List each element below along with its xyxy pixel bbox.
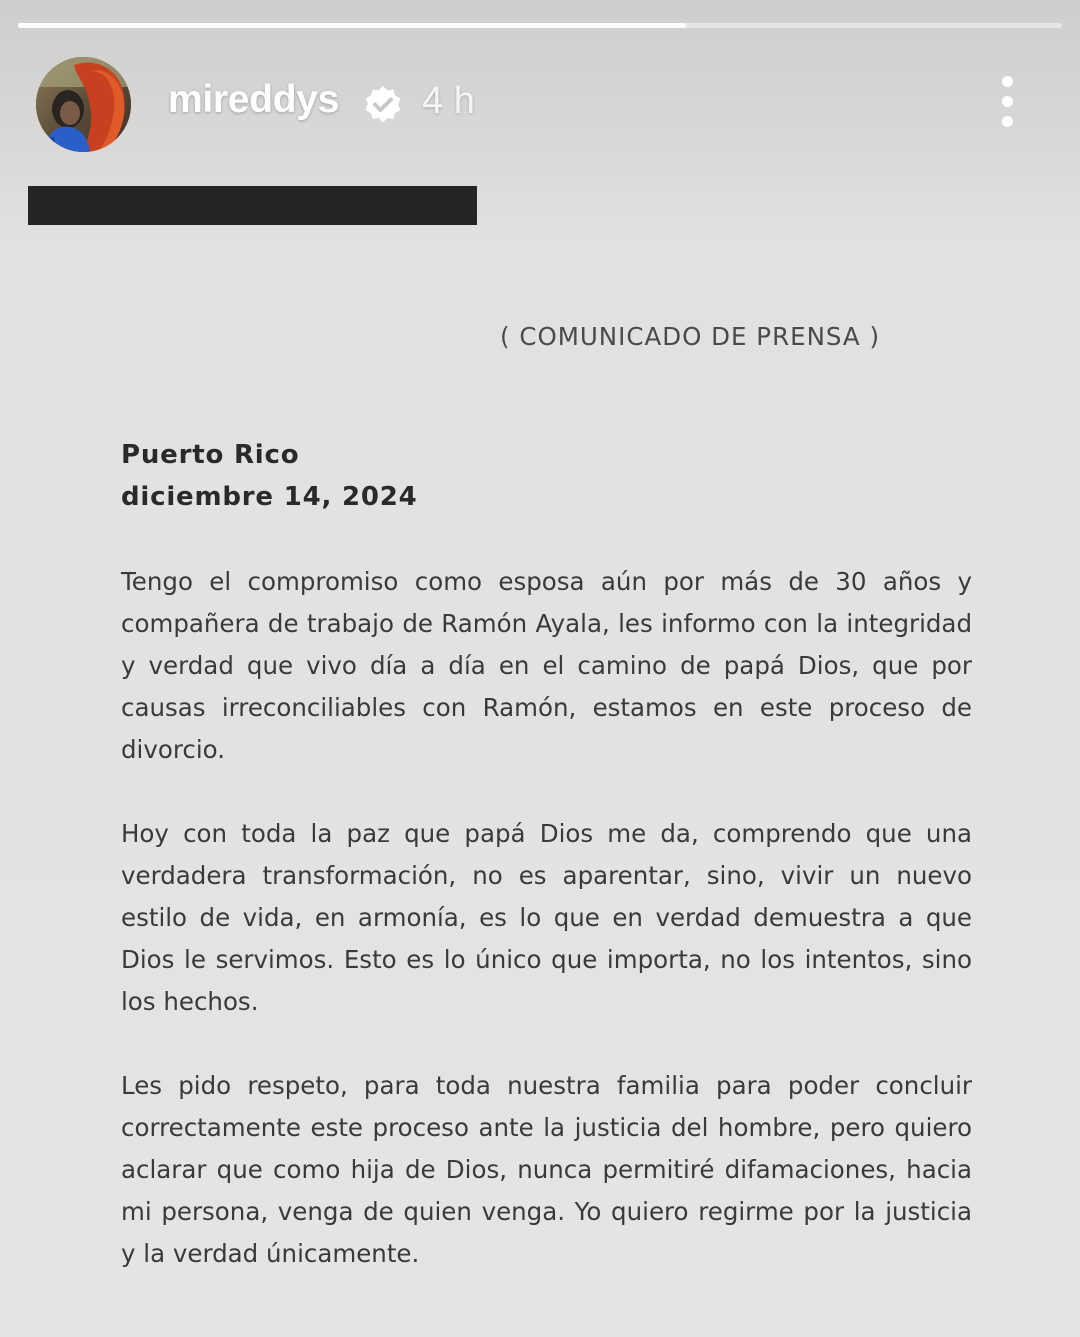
three-dots-vertical-icon[interactable] <box>988 72 1028 132</box>
document-paragraph: Hoy con toda la paz que papá Dios me da, comprendo que una verdadera transformación, no es aparentar, sino, vivir un nuevo estilo de vida, en armonía, es lo que en verdad demuestra a que Dios le servimos. Esto es lo único que importa, no los intentos, sino los hechos. <box>121 819 972 1016</box>
avatar[interactable] <box>36 57 131 152</box>
story-progress-fill <box>18 23 686 28</box>
press-release-heading: ( COMUNICADO DE PRENSA ) <box>500 322 881 351</box>
redaction-bar <box>28 186 477 225</box>
verified-badge-icon <box>362 84 404 126</box>
story-timestamp: 4 h <box>422 80 475 122</box>
document-paragraph: Les pido respeto, para toda nuestra familia para poder concluir correctamente este proceso ante la justicia del hombre, pero quiero aclarar que como hija de Dios, nunca permitiré difamaciones, hacia mi persona, venga de quien venga. Yo quiero regirme por la justicia y la verdad únicamente. <box>121 1071 972 1268</box>
document-place: Puerto Rico <box>121 440 300 470</box>
document-date: diciembre 14, 2024 <box>121 482 418 512</box>
username[interactable]: mireddys <box>168 78 340 121</box>
document-paragraph: Tengo el compromiso como esposa aún por más de 30 años y compañera de trabajo de Ramón Ayala, les informo con la integridad y verdad que vivo día a día en el camino de papá Dios, que por causas irreconciliables con Ramón, estamos en este proceso de divorcio. <box>121 567 972 764</box>
story-progress-bar <box>18 23 1062 28</box>
avatar-image <box>36 57 131 152</box>
